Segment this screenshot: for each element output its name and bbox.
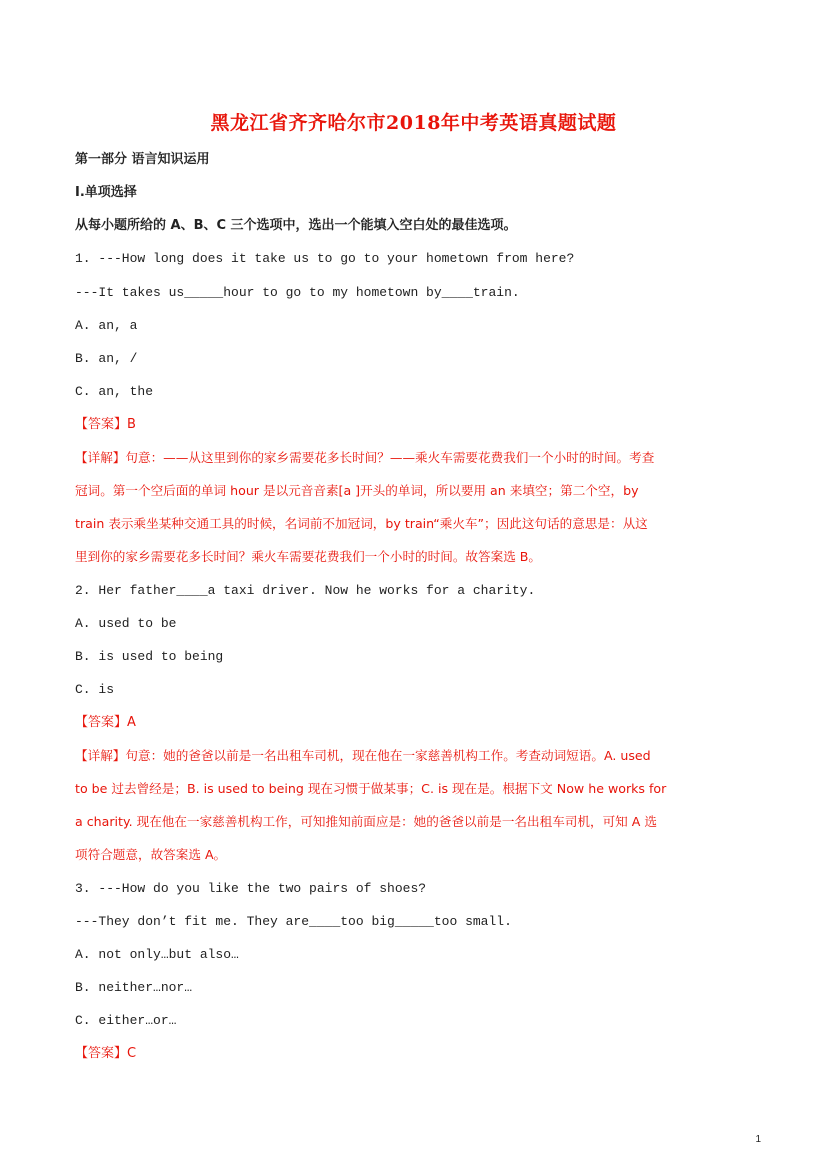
question-2-option-a: A. used to be — [75, 616, 177, 631]
question-1-detail-line: train 表示乘坐某种交通工具的时候，名词前不加冠词，by train“乘火车”；因此这句话的意思是：从这 — [75, 516, 648, 531]
question-3-option-a: A. not only…but also… — [75, 947, 239, 962]
document-title: 黑龙江省齐齐哈尔市2018年中考英语真题试题 — [210, 112, 617, 134]
question-2-detail-line: to be 过去曾经是；B. is used to being 现在习惯于做某事；C. is 现在是。根据下文 Now he works for — [75, 781, 667, 796]
question-1-detail-line: 里到你的家乡需要花多长时间？乘火车需要花费我们一个小时的时间。故答案选 B。 — [75, 549, 542, 564]
question-1-option-a: A. an, a — [75, 318, 138, 333]
part-heading: 第一部分 语言知识运用 — [75, 152, 210, 167]
question-1-answer: 【答案】B — [75, 417, 136, 432]
question-3-answer: 【答案】C — [75, 1046, 137, 1061]
question-3-stem-line-1: 3. ---How do you like the two pairs of shoes? — [75, 881, 427, 896]
section-heading: Ⅰ.单项选择 — [75, 185, 137, 200]
question-2-detail-line: 【详解】句意：她的爸爸以前是一名出租车司机，现在他在一家慈善机构工作。考查动词短语。A. used — [75, 748, 651, 763]
question-1-detail-line: 【详解】句意：——从这里到你的家乡需要花多长时间？——乘火车需要花费我们一个小时的时间。考查 — [75, 450, 655, 465]
question-1-stem-line-2: ---It takes us_____hour to go to my hometown by____train. — [75, 285, 520, 300]
question-2-detail-line: 项符合题意，故答案选 A。 — [75, 847, 227, 862]
question-2-detail-line: a charity. 现在他在一家慈善机构工作，可知推知前面应是：她的爸爸以前是一名出租车司机，可知 A 选 — [75, 814, 657, 829]
question-2-answer: 【答案】A — [75, 715, 136, 730]
question-3-option-b: B. neither…nor… — [75, 980, 193, 995]
page-number: 1 — [755, 1134, 761, 1145]
question-2-stem-line-1: 2. Her father____a taxi driver. Now he works for a charity. — [75, 583, 536, 598]
question-2-option-b: B. is used to being — [75, 649, 224, 664]
question-3-option-c: C. either…or… — [75, 1013, 177, 1028]
question-1-option-b: B. an, / — [75, 351, 138, 366]
question-1-detail-line: 冠词。第一个空后面的单词 hour 是以元音音素[a ]开头的单词，所以要用 an 来填空；第二个空，by — [75, 483, 639, 498]
instruction: 从每小题所给的 A、B、C 三个选项中，选出一个能填入空白处的最佳选项。 — [75, 218, 517, 233]
question-2-option-c: C. is — [75, 682, 115, 697]
question-3-stem-line-2: ---They don’t fit me. They are____too big_____too small. — [75, 914, 512, 929]
question-1-option-c: C. an, the — [75, 384, 154, 399]
question-1-stem-line-1: 1. ---How long does it take us to go to your hometown from here? — [75, 251, 575, 266]
